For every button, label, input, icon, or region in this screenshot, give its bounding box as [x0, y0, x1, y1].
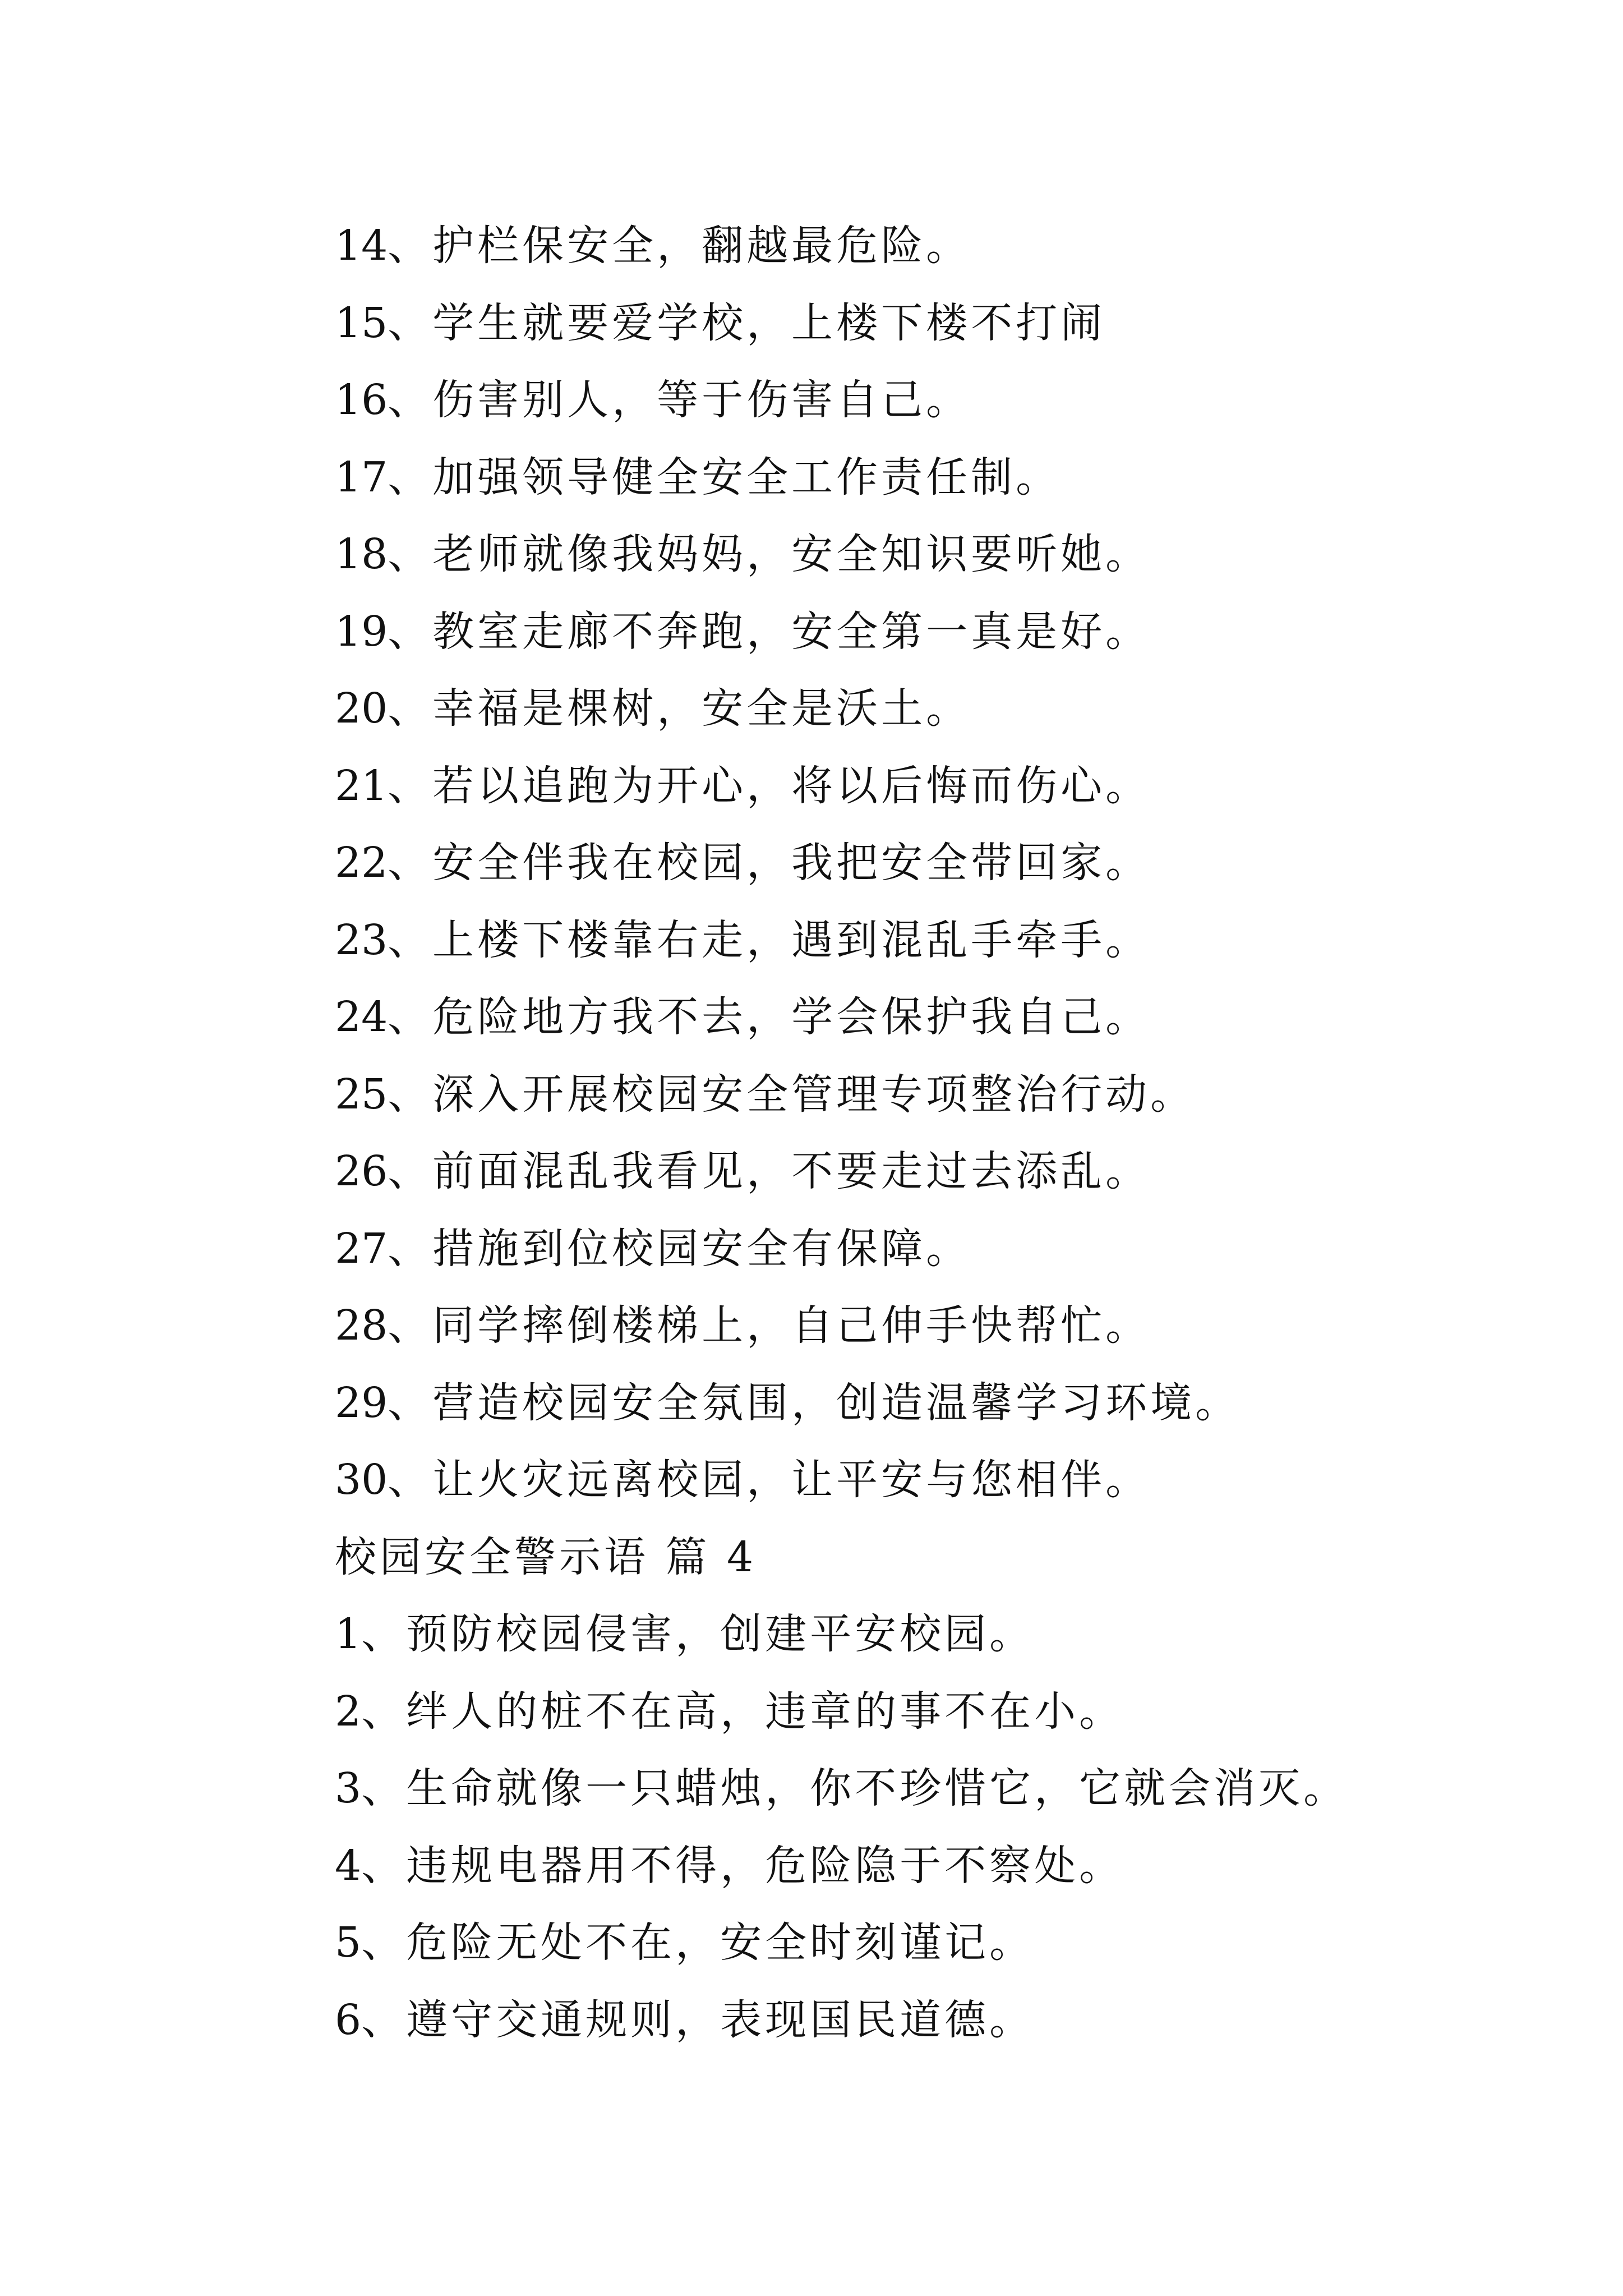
item-text: 、若以追跑为开心，将以后悔而伤心。	[388, 761, 1151, 810]
item-number: 21	[335, 761, 388, 810]
item-text: 、教室走廊不奔跑，安全第一真是好。	[388, 607, 1151, 656]
item-number: 18	[335, 530, 388, 578]
list-item	[335, 208, 1569, 285]
item-text: 、遵守交通规则，表现国民道德。	[361, 1995, 1035, 2044]
section-heading: 校园安全警示语 篇 4	[335, 1533, 757, 1581]
item-text: 、深入开展校园安全管理专项整治行动。	[388, 1070, 1196, 1119]
item-number: 25	[335, 1070, 388, 1119]
list-item	[335, 593, 1569, 671]
item-text: 、幸福是棵树，安全是沃土。	[388, 684, 971, 733]
item-text: 、让火灾远离校园，让平安与您相伴。	[388, 1456, 1151, 1504]
item-number: 17	[335, 453, 388, 501]
item-number: 28	[335, 1301, 388, 1350]
item-number: 29	[335, 1378, 388, 1427]
list-item	[335, 670, 1569, 748]
list-item	[335, 1673, 1569, 1751]
item-text: 、营造校园安全氛围，创造温馨学习环境。	[388, 1378, 1241, 1427]
item-number: 3	[335, 1764, 362, 1812]
list-item	[335, 1828, 1569, 1905]
item-text: 、同学摔倒楼梯上，自己伸手快帮忙。	[388, 1301, 1151, 1350]
item-text: 、前面混乱我看见，不要走过去添乱。	[388, 1147, 1151, 1195]
item-text: 、老师就像我妈妈，安全知识要听她。	[388, 530, 1151, 578]
list-item	[335, 516, 1569, 593]
list-item	[335, 979, 1569, 1056]
list-item	[335, 1365, 1569, 1442]
list-item	[335, 1056, 1569, 1134]
item-text: 、违规电器用不得，危险隐于不察处。	[361, 1841, 1124, 1890]
list-item	[335, 825, 1569, 902]
item-text: 、生命就像一只蜡烛，你不珍惜它，它就会消灭。	[361, 1764, 1349, 1812]
item-number: 19	[335, 607, 388, 656]
item-text: 、伤害别人，等于伤害自己。	[388, 376, 971, 424]
item-text: 、危险无处不在，安全时刻谨记。	[361, 1918, 1035, 1967]
item-number: 5	[335, 1918, 362, 1967]
list-item	[335, 439, 1569, 517]
item-text: 、安全伴我在校园，我把安全带回家。	[388, 839, 1151, 887]
list-item	[335, 1904, 1569, 1982]
item-number: 14	[335, 222, 388, 270]
list-item	[335, 1596, 1569, 1673]
item-number: 26	[335, 1147, 388, 1195]
item-number: 1	[335, 1610, 362, 1658]
item-text: 、上楼下楼靠右走，遇到混乱手牵手。	[388, 915, 1151, 964]
item-number: 15	[335, 298, 388, 347]
list-item	[335, 362, 1569, 439]
list-item	[335, 285, 1569, 362]
item-number: 4	[335, 1841, 362, 1890]
item-number: 30	[335, 1456, 388, 1504]
item-text: 、加强领导健全安全工作责任制。	[388, 453, 1061, 501]
item-text: 、学生就要爱学校，上楼下楼不打闹	[388, 298, 1106, 347]
item-number: 22	[335, 839, 388, 887]
list-item	[335, 1982, 1569, 2059]
list-item	[335, 748, 1569, 825]
list-item	[335, 902, 1569, 979]
item-number: 6	[335, 1995, 362, 2044]
item-text: 、绊人的桩不在高，违章的事不在小。	[361, 1687, 1124, 1736]
document-body	[335, 208, 1569, 2059]
item-number: 27	[335, 1224, 388, 1273]
list-item	[335, 1133, 1569, 1211]
list-item	[335, 1750, 1569, 1828]
item-number: 2	[335, 1687, 362, 1736]
list-item	[335, 1442, 1569, 1519]
item-number: 16	[335, 376, 388, 424]
item-number: 20	[335, 684, 388, 733]
item-text: 、预防校园侵害，创建平安校园。	[361, 1610, 1035, 1658]
item-text: 、措施到位校园安全有保障。	[388, 1224, 971, 1273]
item-text: 、危险地方我不去，学会保护我自己。	[388, 993, 1151, 1041]
list-item	[335, 1287, 1569, 1365]
item-number: 24	[335, 993, 388, 1041]
item-text: 、护栏保安全，翻越最危险。	[388, 222, 971, 270]
list-item	[335, 1211, 1569, 1288]
item-number: 23	[335, 915, 388, 964]
